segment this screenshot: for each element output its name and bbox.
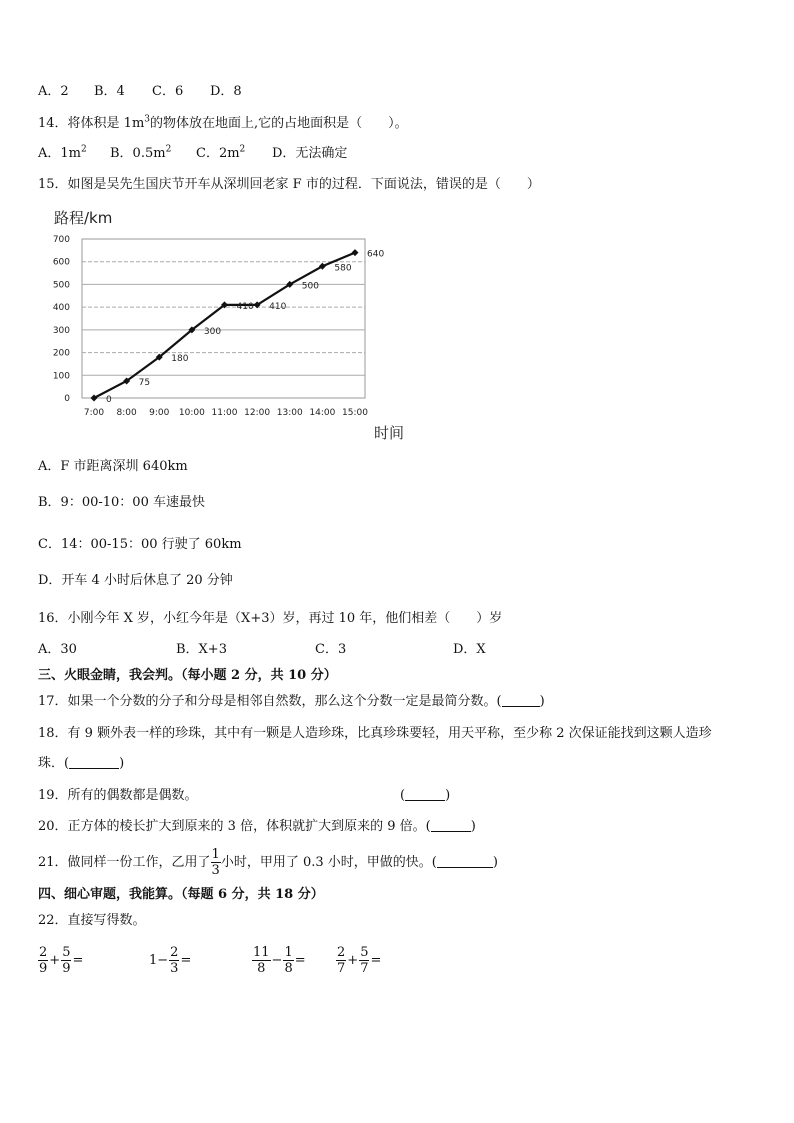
q14-option-a[interactable]: A．$1m^2$ [38,144,87,161]
q15-question: 15．如图是吴先生国庆节开车从深圳回老家 F 市的过程．下面说法，错误的是（ ） [38,177,540,192]
q14-sup: 3 [144,114,151,125]
y-tick-label: 400 [52,303,70,314]
series-line [94,253,355,398]
q14-option-b[interactable]: B．$0.5m^2$ [110,144,172,161]
data-label: 300 [203,326,222,337]
q14-option-c[interactable]: C．$2m^2$ [196,144,246,161]
q13-option-c[interactable]: C．6 [152,84,184,99]
x-axis-label: 时间 [373,424,405,442]
section-4-heading: 四、细心审题，我能算。（每题 6 分，共 18 分） [38,887,324,902]
q18-question-line2: 珠．( ) [38,756,125,771]
q17-question: 17．如果一个分数的分子和分母是相邻自然数，那么这个分数一定是最简分数。( ) [38,694,545,709]
q13-options [38,84,242,100]
q21-answer-blank[interactable] [437,855,493,868]
q13-option-d[interactable]: D．8 [210,84,242,99]
expr-1: $\frac{2}{9}$ + $\frac{5}{9}$ = [39,945,84,976]
x-tick-label: 7:00 [83,408,105,418]
x-tick-label: 10:00 [178,408,205,418]
data-label: 0 [106,395,112,405]
data-label: 75 [138,377,151,388]
y-tick-label: 500 [52,280,70,291]
distance-time-chart [40,205,405,445]
q20-question: 20．正方体的棱长扩大到原来的 3 倍，体积就扩大到原来的 9 倍。( ) [38,819,476,834]
q21-fraction: $\frac{1}{3}$ [211,847,220,878]
x-tick-label: 8:00 [116,408,137,418]
x-tick-label: 13:00 [276,408,303,418]
q14-question [38,116,408,132]
chart-svg [40,205,405,445]
q15-option-a[interactable]: A．F 市距离深圳 640km [38,459,188,474]
data-label: 640 [367,249,385,260]
y-tick-label: 700 [52,235,70,245]
y-tick-label: 0 [64,394,70,404]
q18-question-line1: 18．有 9 颗外表一样的珍珠，其中有一颗是人造珍珠，比真珍珠要轻，用天平称，至少称 2 次保证能找到这颗人造珍 [38,726,712,741]
q13-option-b[interactable]: B．4 [94,84,125,99]
x-tick-label: 12:00 [244,408,271,418]
plot-frame [82,239,365,398]
q14-text-post: 的物体放在地面上,它的占地面积是（ ）。 [150,116,408,131]
q15-option-b[interactable]: B．9：00-10：00 车速最快 [38,495,205,510]
q15-option-d[interactable]: D．开车 4 小时后休息了 20 分钟 [38,573,233,588]
q22-question: 22．直接写得数。 [38,913,146,928]
expr-4: $\frac{2}{7}$ + $\frac{5}{7}$ = [337,945,382,976]
q14-text-pre: 14．将体积是 1m [38,116,145,131]
q19-answer: ( ) [400,788,451,803]
x-tick-label: 15:00 [342,408,368,418]
data-label: 410 [269,301,287,312]
y-tick-label: 200 [52,348,70,359]
expr-3: $\frac{11}{8}$ − $\frac{1}{8}$ = [253,945,306,976]
data-label: 410 [236,301,254,312]
expr-2: 1− $\frac{2}{3}$ = [149,945,192,976]
x-tick-label: 9:00 [149,408,170,418]
data-point [352,249,359,256]
q16-options [38,642,486,658]
x-tick-label: 14:00 [309,408,336,418]
data-label: 580 [334,263,352,274]
data-label: 180 [171,354,189,365]
q21-question: 21．做同样一份工作，乙用了 $\frac{1}{3}$ 小时，甲用了 0.3 小时，甲做的快。( ) [38,847,498,878]
data-label: 500 [301,281,319,292]
q17-answer-blank[interactable] [502,694,540,707]
y-tick-label: 300 [52,325,70,336]
q14-option-d[interactable]: D．无法确定 [272,146,348,161]
q16-option-c[interactable]: C．3 [315,642,347,657]
q16-question: 16．小刚今年 X 岁，小红今年是（X+3）岁，再过 10 年，他们相差（ ）岁 [38,611,503,626]
q13-option-a[interactable]: A．2 [38,84,69,99]
q15-option-c[interactable]: C．14：00-15：00 行驶了 60km [38,537,242,552]
q16-option-d[interactable]: D．X [453,642,486,657]
q18-answer-blank[interactable] [69,756,119,769]
q19-question: 19．所有的偶数都是偶数。 [38,788,198,803]
y-axis-label: 路程/km [54,209,113,227]
q14-options [38,146,347,162]
section-3-heading: 三、火眼金睛，我会判。（每小题 2 分，共 10 分） [38,668,337,683]
q20-answer-blank[interactable] [431,819,471,832]
x-tick-label: 11:00 [211,408,238,418]
y-tick-label: 600 [52,257,70,268]
y-tick-label: 100 [52,371,70,382]
q19-answer-blank[interactable] [405,788,445,801]
q16-option-a[interactable]: A．30 [38,642,77,657]
q16-option-b[interactable]: B．X+3 [176,642,227,657]
